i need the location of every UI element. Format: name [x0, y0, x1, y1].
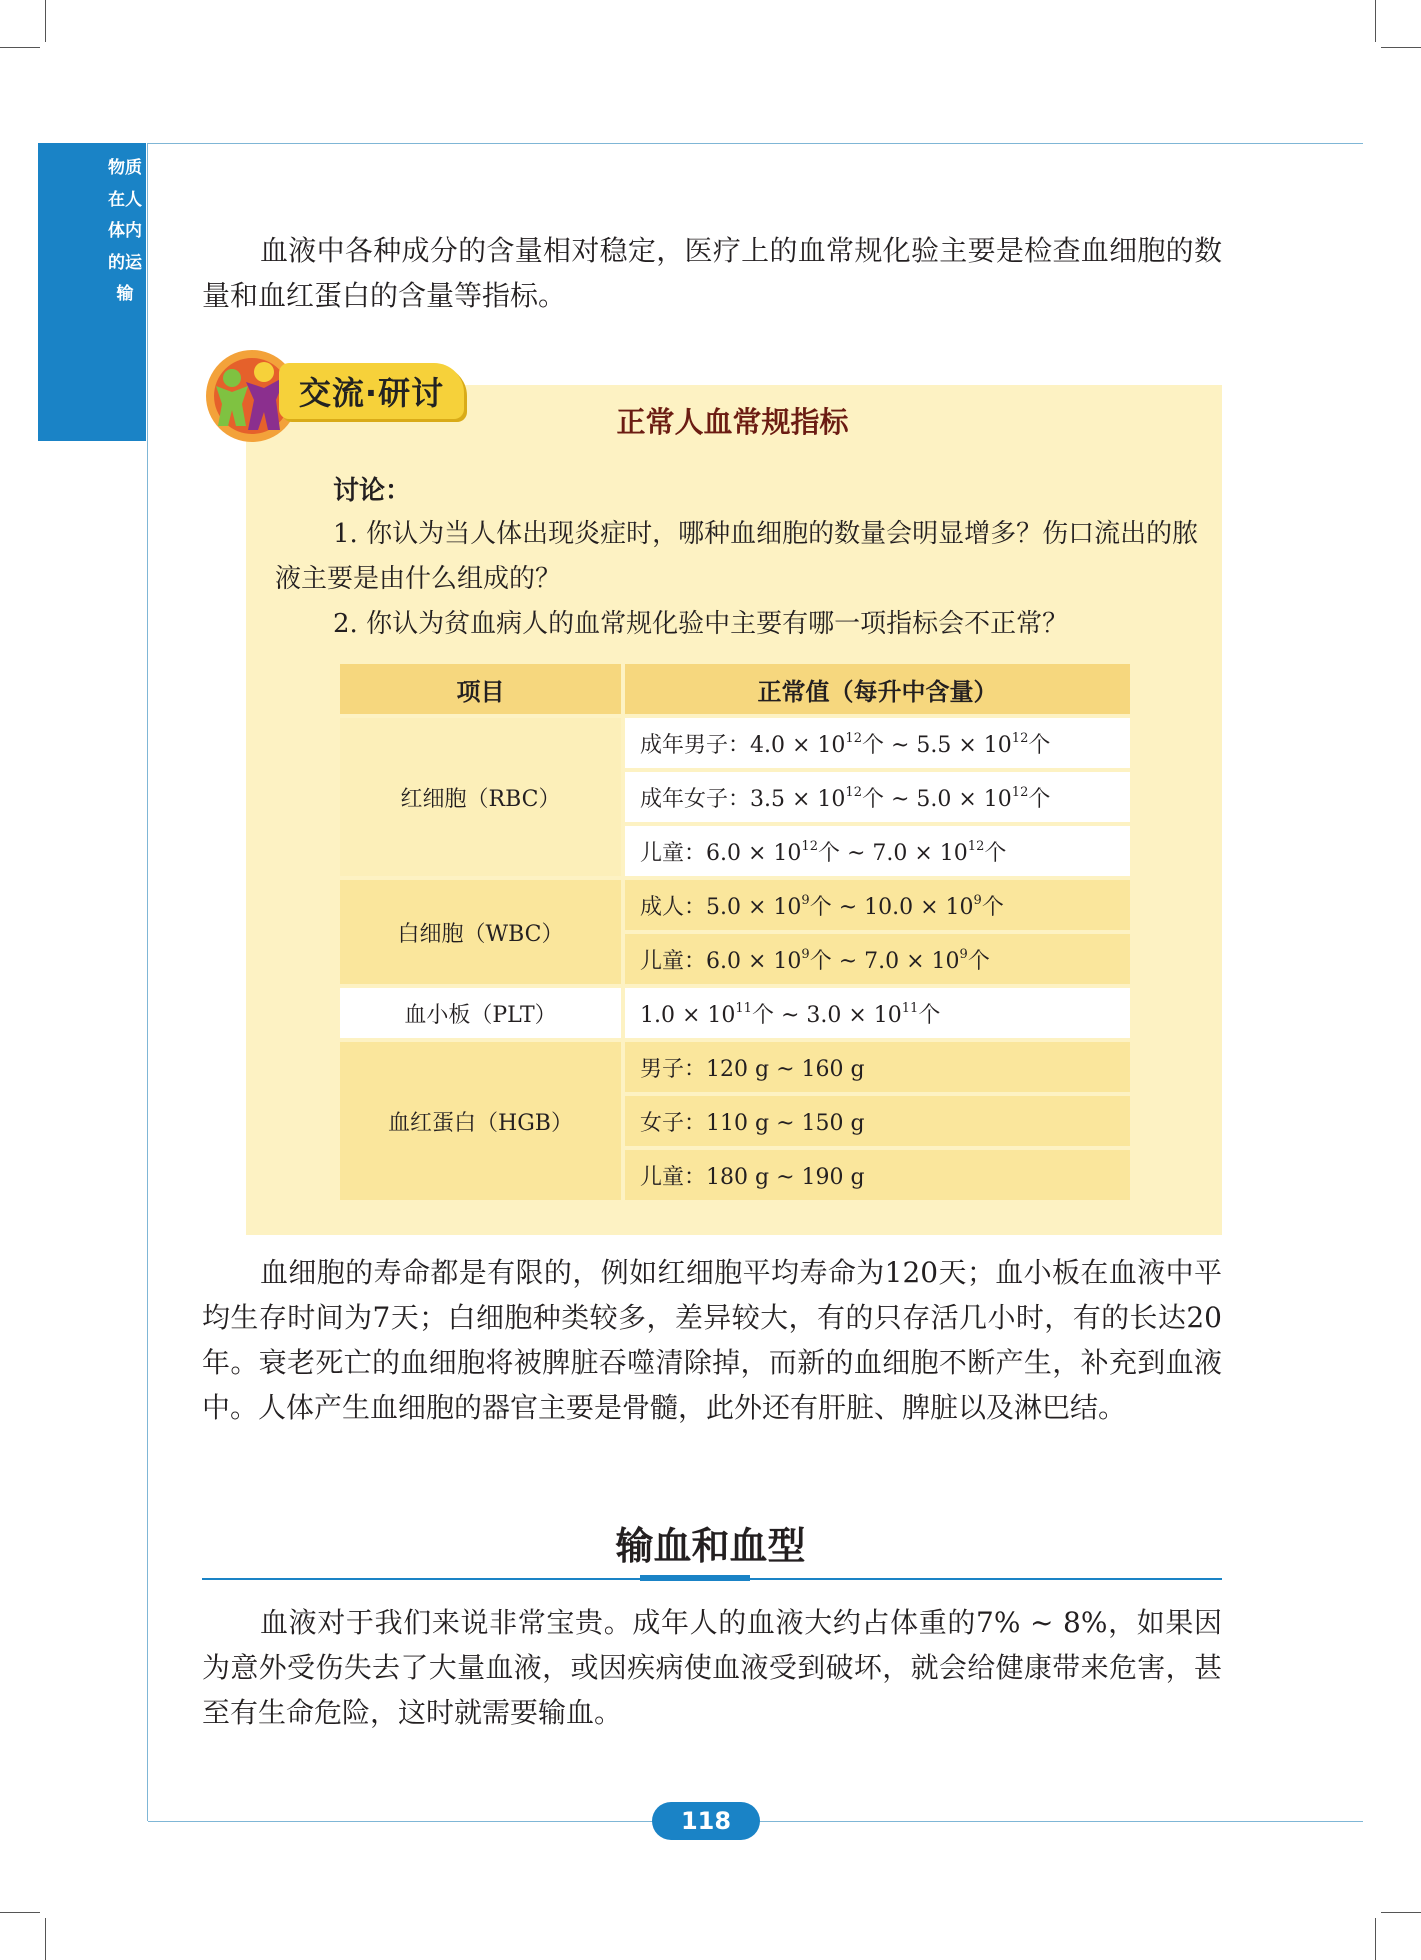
- discussion-question-1: 1. 你认为当人体出现炎症时，哪种血细胞的数量会明显增多？伤口流出的脓液主要是由什么组成的？: [275, 519, 1199, 594]
- crop-mark: [45, 0, 46, 42]
- table-row: [340, 988, 1130, 1038]
- activity-badge-label: 交流·研讨: [279, 363, 464, 419]
- table-row: [340, 880, 1130, 930]
- section-divider-accent: [640, 1575, 750, 1581]
- table-row: [340, 1042, 1130, 1092]
- discussion-label: 讨论：: [333, 476, 412, 506]
- table-header-value: 正常值（每升中含量）: [625, 664, 1130, 714]
- lifespan-paragraph: 血细胞的寿命都是有限的，例如红细胞平均寿命为120天；血小板在血液中平均生存时间为7天；白细胞种类较多，差异较大，有的只存活几小时，有的长达20年。衰老死亡的血细胞将被脾脏吞噬清除掉，而新的血细胞不断产生，补充到血液中。人体产生血细胞的器官主要是骨髓，此外还有肝脏、脾脏以及淋巴结。: [202, 1256, 1222, 1424]
- intro-paragraph: 血液中各种成分的含量相对稳定，医疗上的血常规化验主要是检查血细胞的数量和血红蛋白的含量等指标。: [202, 234, 1222, 312]
- table-header-row: [340, 664, 1130, 714]
- blood-index-table: [340, 660, 1130, 1204]
- crop-mark: [1381, 1912, 1421, 1913]
- crop-mark: [0, 47, 40, 48]
- page-number: 118: [652, 1802, 760, 1840]
- activity-title: 正常人血常规指标: [616, 405, 849, 439]
- crop-mark: [45, 1918, 46, 1960]
- crop-mark: [1375, 1918, 1376, 1960]
- chapter-side-tab: [38, 143, 146, 441]
- table-value-cell: $1.0 \times 10^{11}$个 ~ $3.0 \times 10^{11}$个: [625, 988, 1130, 1038]
- table-row: [340, 718, 1130, 768]
- activity-badge: [202, 340, 487, 450]
- table-item-hgb: 血红蛋白（HGB）: [340, 1042, 625, 1200]
- crop-mark: [1381, 47, 1421, 48]
- table-value-cell: 成年男子：$4.0 \times 10^{12}$个 ~ $5.5 \times 10^{12}$个: [625, 718, 1130, 768]
- table-item-wbc: 白细胞（WBC）: [340, 880, 625, 984]
- discussion-question-2: 2. 你认为贫血病人的血常规化验中主要有哪一项指标会不正常？: [333, 609, 1069, 639]
- table-value-cell: 男子：120 g ~ 160 g: [625, 1042, 1130, 1092]
- table-value-cell: 儿童：$6.0 \times 10^9$个 ~ $7.0 \times 10^9$个: [625, 934, 1130, 984]
- table-value-cell: 成人：$5.0 \times 10^9$个 ~ $10.0 \times 10^9$个: [625, 880, 1130, 930]
- table-value-cell: 女子：110 g ~ 150 g: [625, 1096, 1130, 1146]
- page-frame-top: [148, 143, 1363, 144]
- section-title: 输血和血型: [615, 1524, 806, 1568]
- chapter-side-tab-text: 物质在人体内的运输: [108, 158, 142, 304]
- table-item-rbc: 红细胞（RBC）: [340, 718, 625, 876]
- table-value-cell: 儿童：180 g ~ 190 g: [625, 1150, 1130, 1200]
- crop-mark: [1375, 0, 1376, 42]
- table-value-cell: 儿童：$6.0 \times 10^{12}$个 ~ $7.0 \times 10^{12}$个: [625, 826, 1130, 876]
- table-item-plt: 血小板（PLT）: [340, 988, 625, 1038]
- transfusion-paragraph: 血液对于我们来说非常宝贵。成年人的血液大约占体重的7% ~ 8%，如果因为意外受伤失去了大量血液，或因疾病使血液受到破坏，就会给健康带来危害，甚至有生命危险，这时就需要输血。: [202, 1606, 1222, 1729]
- table-value-cell: 成年女子：$3.5 \times 10^{12}$个 ~ $5.0 \times 10^{12}$个: [625, 772, 1130, 822]
- table-header-item: 项目: [340, 664, 625, 714]
- crop-mark: [0, 1912, 40, 1913]
